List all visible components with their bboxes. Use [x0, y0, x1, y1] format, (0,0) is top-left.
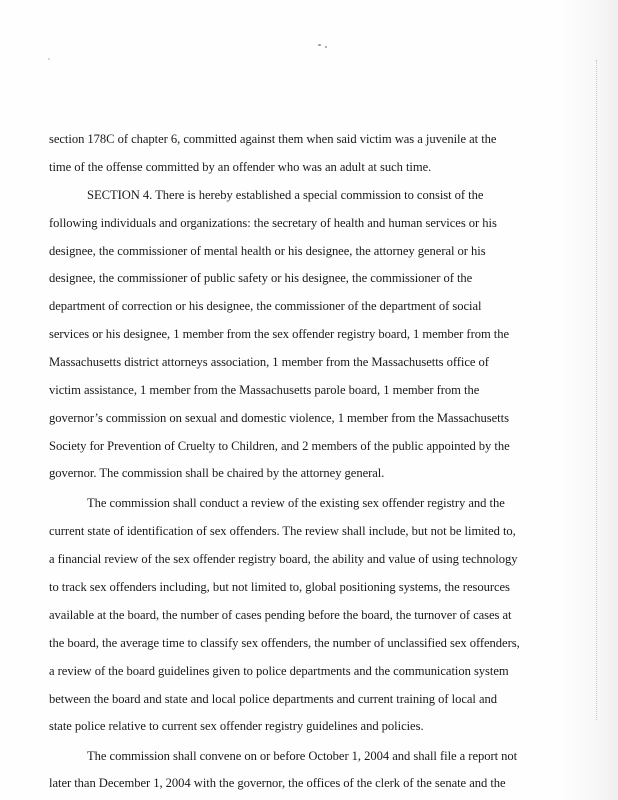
- text-line: to track sex offenders including, but not limited to, global positioning systems, the resources: [49, 580, 510, 594]
- text-line: section 178C of chapter 6, committed against them when said victim was a juvenile at the: [49, 132, 497, 146]
- text-line: available at the board, the number of cases pending before the board, the turnover of cases at: [49, 608, 512, 622]
- scan-speck: [48, 58, 50, 60]
- section-heading-line: SECTION 4. There is hereby established a special commission to consist of the: [87, 188, 484, 202]
- text-line: Society for Prevention of Cruelty to Children, and 2 members of the public appointed by the: [49, 439, 510, 453]
- scanner-edge-shadow: [558, 0, 618, 800]
- text-line: a review of the board guidelines given to police departments and the communication system: [49, 664, 509, 678]
- text-line: department of correction or his designee, the commissioner of the department of social: [49, 299, 482, 313]
- text-line: victim assistance, 1 member from the Massachusetts parole board, 1 member from the: [49, 383, 480, 397]
- scan-speck: [318, 44, 321, 46]
- text-line: current state of identification of sex offenders. The review shall include, but not be limited to,: [49, 524, 516, 538]
- text-line: governor’s commission on sexual and domestic violence, 1 member from the Massachusetts: [49, 411, 509, 425]
- scanner-edge-line: [596, 60, 598, 720]
- text-line: the board, the average time to classify sex offenders, the number of unclassified sex offenders,: [49, 636, 520, 650]
- text-line: time of the offense committed by an offender who was an adult at such time.: [49, 160, 432, 174]
- scan-speck: [325, 46, 327, 48]
- paragraph-start-line: The commission shall conduct a review of the existing sex offender registry and the: [87, 496, 505, 510]
- text-line: designee, the commissioner of public safety or his designee, the commissioner of the: [49, 271, 473, 285]
- text-line: Massachusetts district attorneys association, 1 member from the Massachusetts office of: [49, 355, 489, 369]
- text-line: later than December 1, 2004 with the governor, the offices of the clerk of the senate and the: [49, 776, 506, 790]
- text-line: following individuals and organizations: the secretary of health and human services or his: [49, 216, 497, 230]
- text-line: governor. The commission shall be chaired by the attorney general.: [49, 466, 385, 480]
- text-line: services or his designee, 1 member from the sex offender registry board, 1 member from the: [49, 327, 510, 341]
- text-line: state police relative to current sex offender registry guidelines and policies.: [49, 719, 424, 733]
- text-line: between the board and state and local police departments and current training of local and: [49, 692, 497, 706]
- paragraph-start-line: The commission shall convene on or before October 1, 2004 and shall file a report not: [87, 749, 518, 763]
- text-line: a financial review of the sex offender registry board, the ability and value of using technology: [49, 552, 518, 566]
- text-line: designee, the commissioner of mental health or his designee, the attorney general or his: [49, 244, 486, 258]
